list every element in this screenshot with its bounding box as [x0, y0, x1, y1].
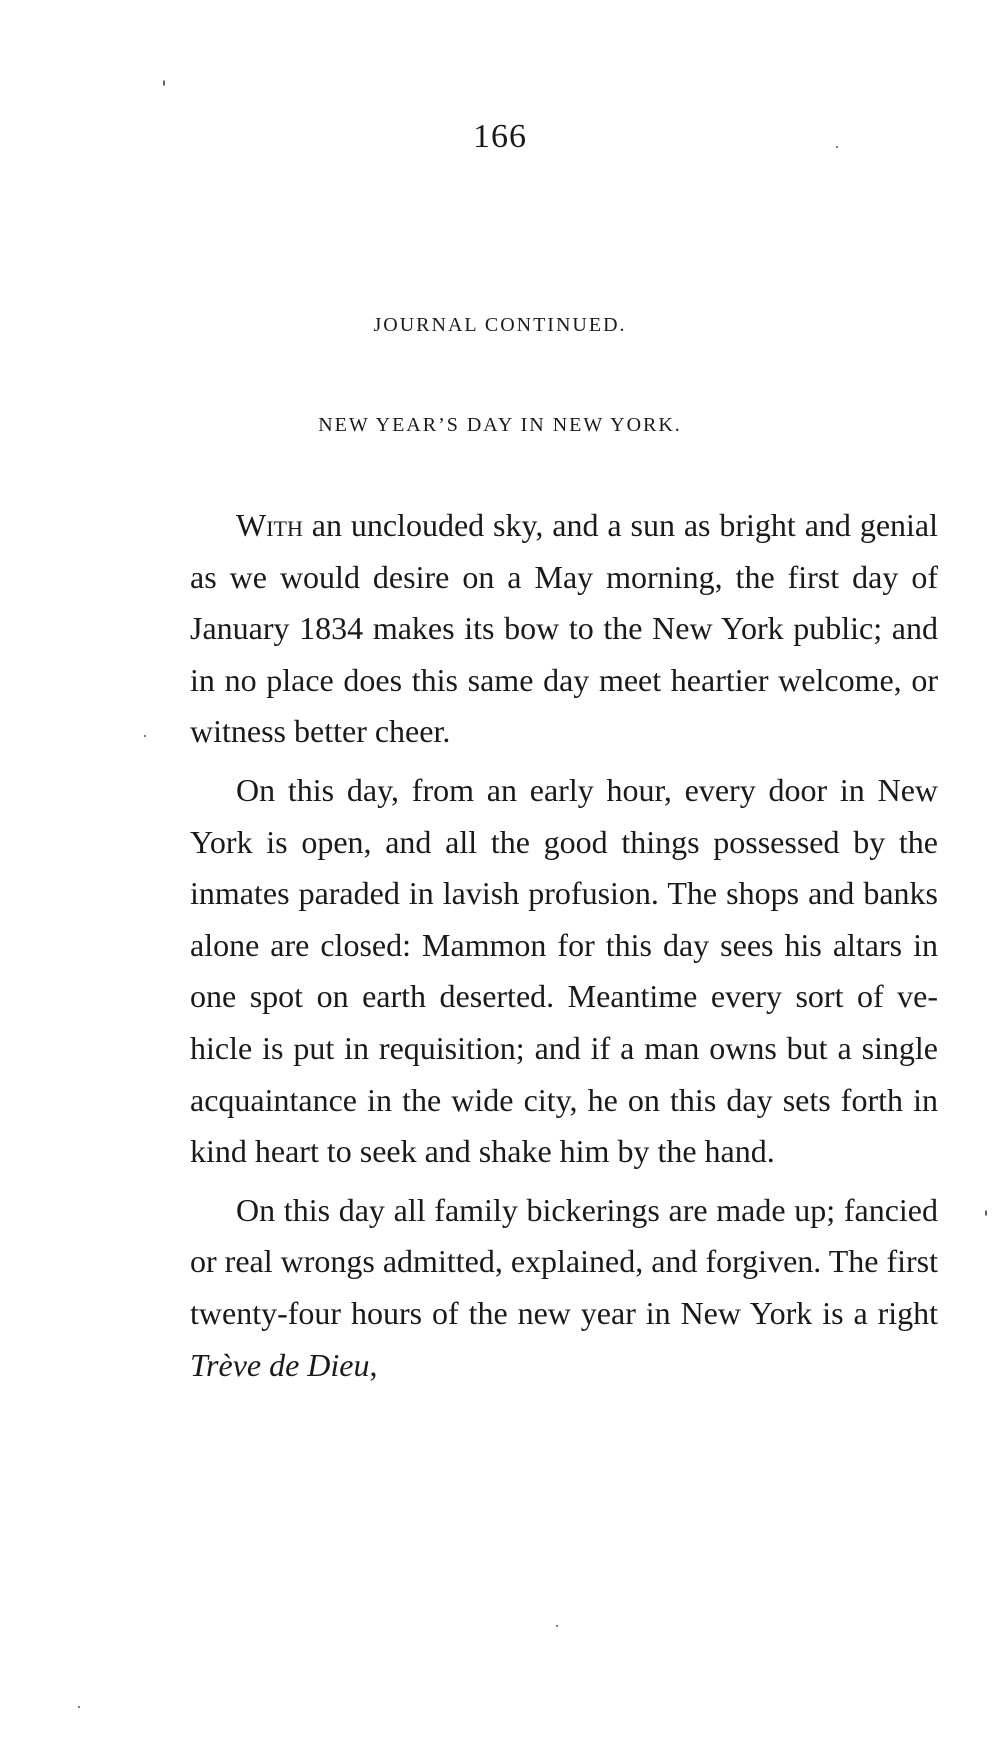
- scan-speck: [78, 1706, 80, 1708]
- body-text: [190, 500, 938, 1398]
- scan-speck: [985, 1210, 987, 1216]
- opening-word: With: [236, 507, 303, 543]
- scan-speck: [556, 1625, 558, 1627]
- paragraph-2: On this day, from an early hour, every door in New York is open, and all the good things possessed by the inmates paraded in lavish profusion. The shops and banks alone are closed: Mammon for this day sees his altars in one spot on earth deserted. Meantime every sort of vehicle is put in requisition; and if a man owns but a single acquaintance in the wide city, he on this day sets forth in kind heart to seek and shake him by the hand.: [190, 771, 938, 1170]
- paragraph-1-text: an unclouded sky, and a sun as bright and genial as we would desire on a May morning, the first day of January 1834 makes its bow to the New York public; and in no place does this same day meet heartier welcome, or witness better cheer.: [190, 507, 938, 750]
- scan-speck: [836, 146, 838, 148]
- page-number: 166: [473, 118, 527, 155]
- scan-speck: [144, 735, 146, 737]
- section-heading: JOURNAL CONTINUED.: [373, 314, 627, 336]
- scan-speck: [163, 80, 165, 86]
- paragraph-3-text: On this day all family bickerings are made up; fancied or real wrongs admitted, explained, and forgiven. The first twenty-four hours of the new year in New York is a right: [190, 1191, 938, 1331]
- chapter-heading: NEW YEAR’S DAY IN NEW YORK.: [318, 414, 682, 436]
- italic-phrase: Trève de Dieu: [190, 1346, 370, 1383]
- paragraph-3: [190, 1185, 938, 1391]
- paragraph-1: [190, 500, 938, 758]
- paragraph-3-tail: ,: [369, 1346, 378, 1383]
